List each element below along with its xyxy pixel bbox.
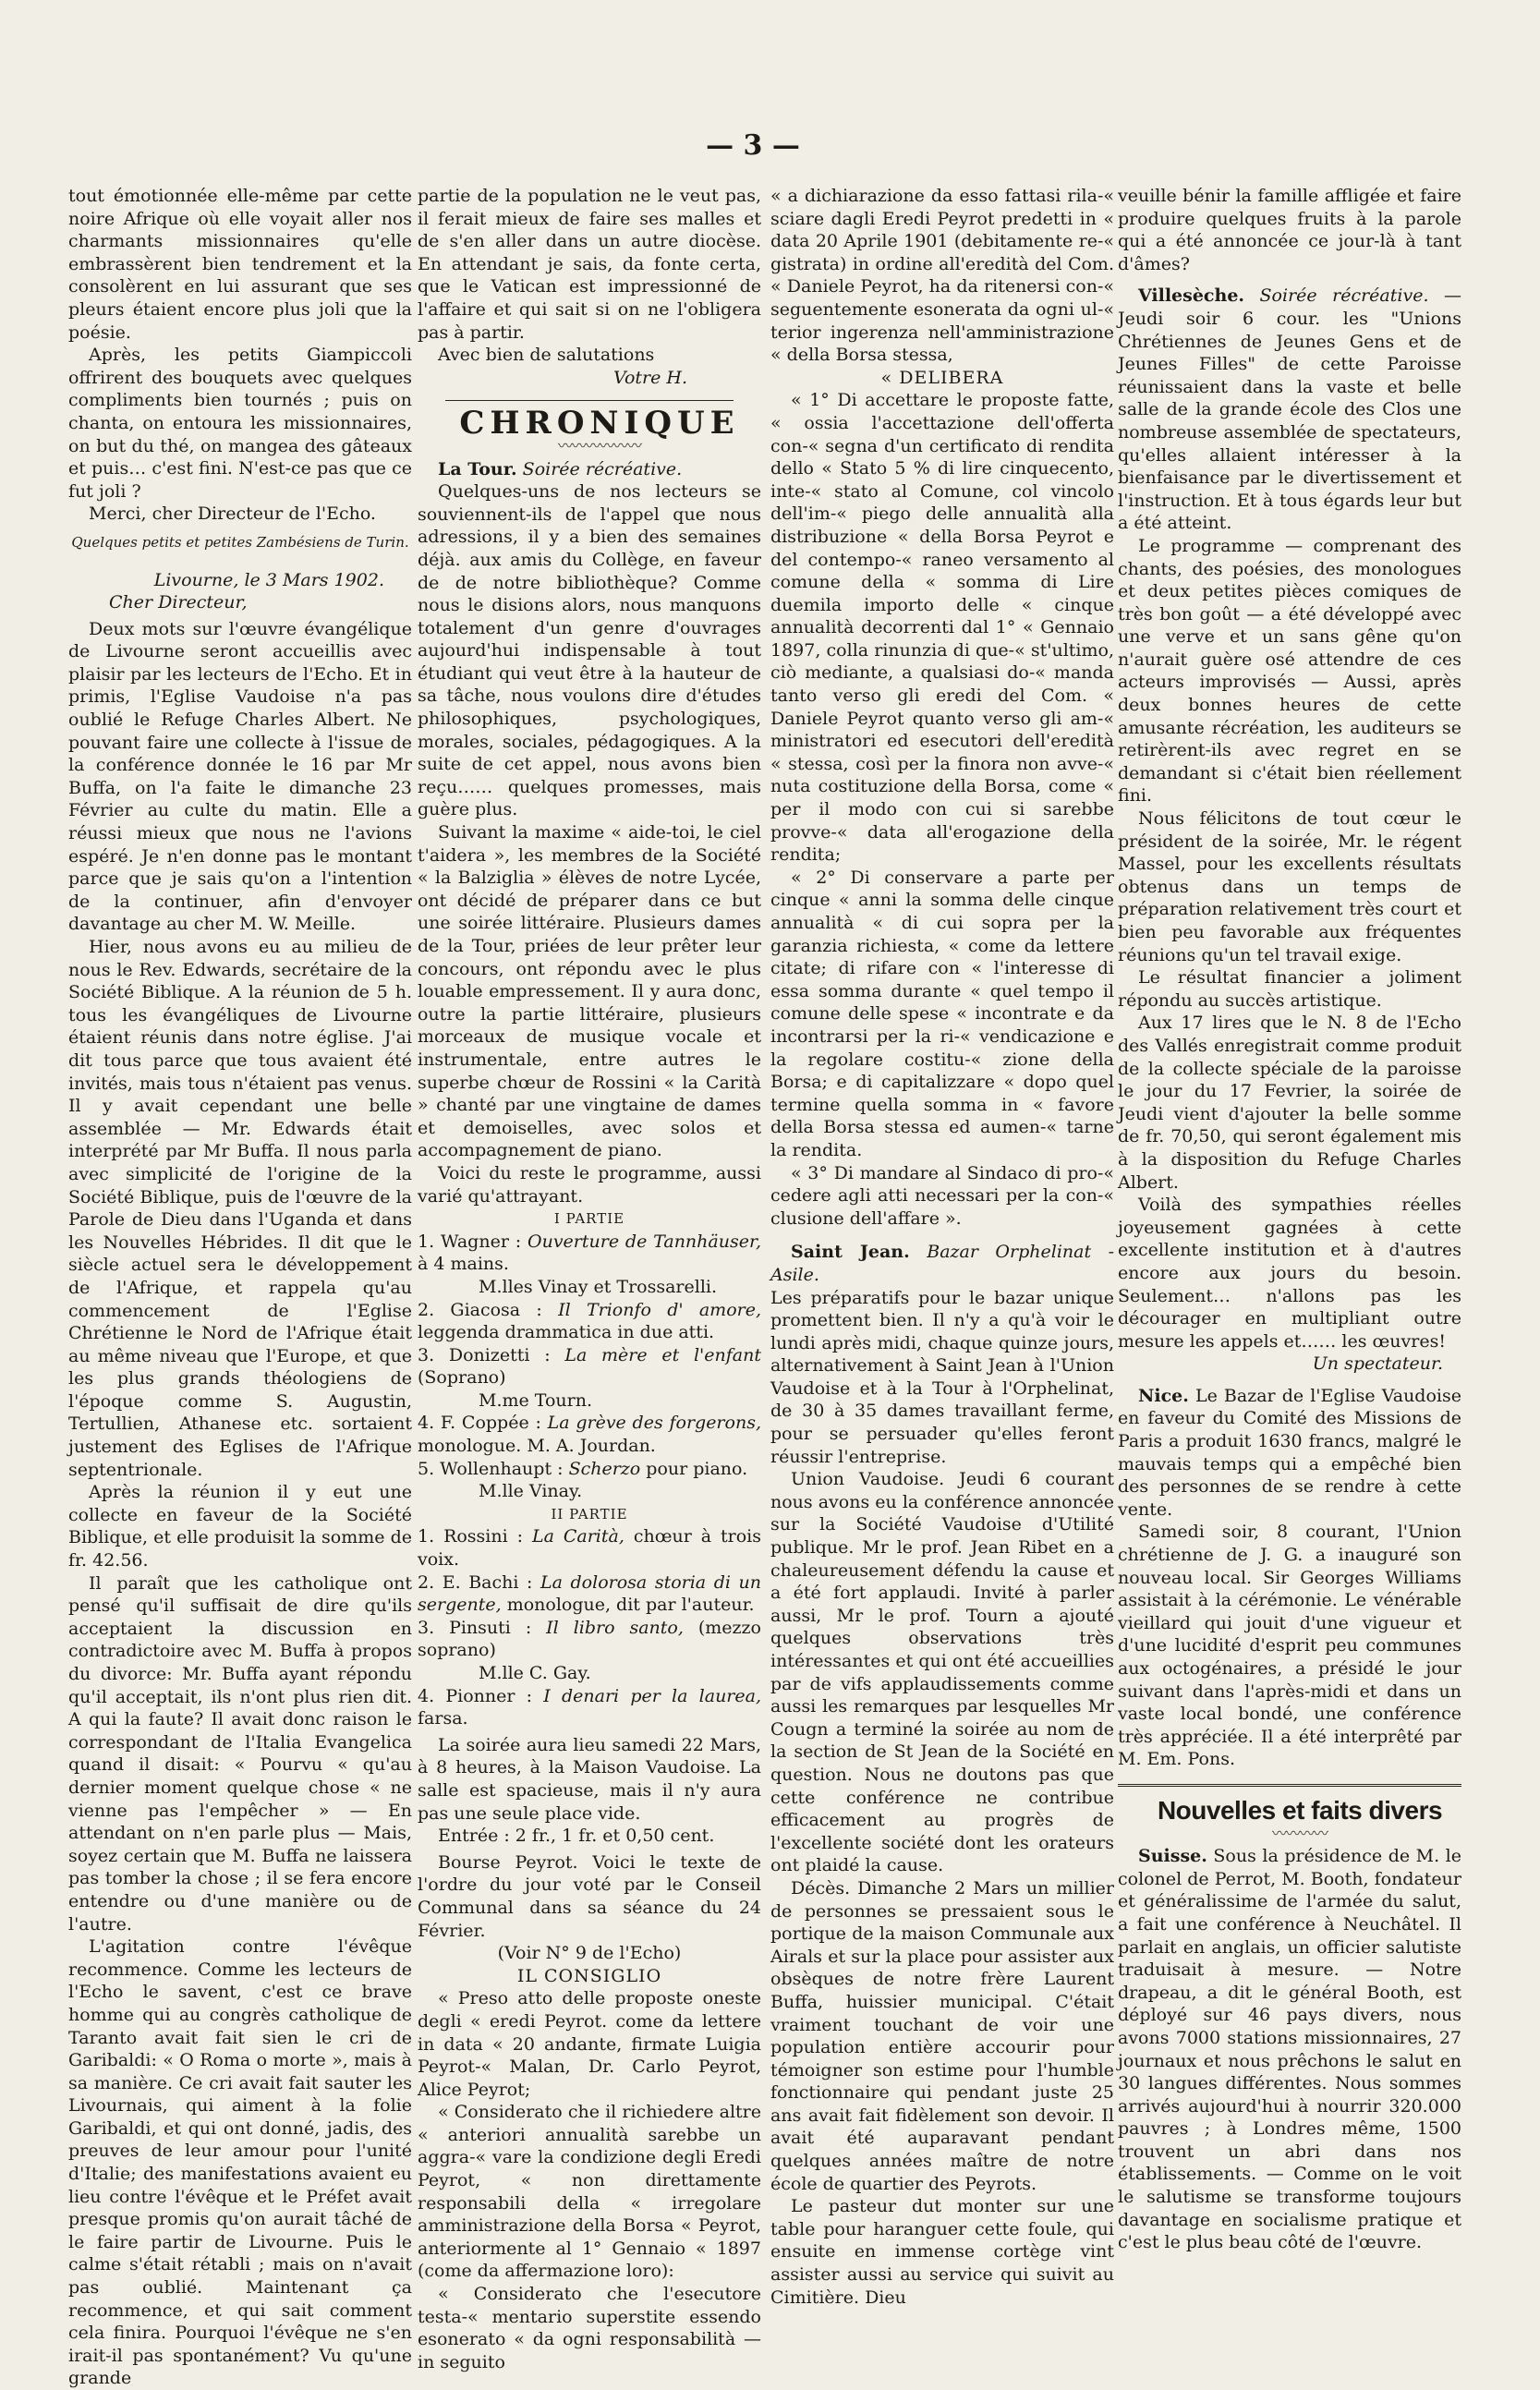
place-heading: Nice.: [1138, 1385, 1189, 1406]
paragraph: Voilà des sympathies réelles joyeusement gagnées à cette excellente institution et à d'autres encore aux jours du besoin. Seulement… n'allons pas les décourager en multipliant outre mesure les appels et…… les œuvres!: [1118, 1195, 1461, 1352]
paragraph-header: [770, 1241, 1114, 1286]
program-detail: monologue, dit par l'auteur.: [506, 1595, 755, 1616]
paragraph: Hier, nous avons eu au milieu de nous le Rev. Edwards, secrétaire de la Société Biblique. A la réunion de 5 h. tous les évangéliques de Livourne étaient réunis dans notre église. J'ai dit tous parce que tous avaient été invités, mais tous n'étaient pas venus. Il y avait cependant une belle assemblée — Mr. Edwards était interprété par Mr Buffa. Il nous parla avec simplicité de l'origine de la Société Biblique, puis de l'œuvre de la Parole de Dieu dans l'Uganda et dans les Nouvelles Hébrides. Il dit que le siècle actuel sera le développement de l'Afrique, et rappela qu'au commencement de l'Eglise Chrétienne le Nord de l'Afrique était au même niveau que l'Europe, et que les plus grands théologiens de l'époque comme S. Augustin, Tertullien, Athanese etc. sortaient justement des Eglises de l'Afrique septentrionale.: [68, 937, 412, 1480]
section-title-nouvelles: Nouvelles et faits divers: [1157, 1795, 1443, 1825]
program-composer: 4. F. Coppée :: [418, 1413, 548, 1434]
place-heading: Saint Jean.: [791, 1242, 910, 1263]
paragraph: Bourse Peyrot. Voici le texte de l'ordre du jour voté par le Conseil Communal dans sa séance du 24 Février.: [418, 1851, 761, 1941]
program-title: La Carità,: [531, 1526, 634, 1547]
place-heading: Villesèche.: [1138, 285, 1245, 307]
program-part-heading: II PARTIE: [551, 1505, 628, 1523]
dateline: Livourne, le 3 Mars 1902.: [153, 569, 384, 590]
program-item: [418, 1344, 761, 1413]
subheading: Soirée récréative.: [522, 458, 683, 479]
title-ornament: 〰〰〰〰: [1271, 1824, 1328, 1842]
section-rule: [1118, 1784, 1461, 1787]
paragraph: tout émotionnée elle-même par cette noire Afrique où elle voyait aller nos charmants missionnaires qu'elle embrassèrent bien tendrement et la consolèrent en lui assurant que ses pleurs étaient encore plus joli que la poésie.: [68, 186, 412, 343]
program-composer: 2. E. Bachi :: [418, 1571, 540, 1593]
paragraph: Le résultat financier a joliment répondu au succès artistique.: [1118, 967, 1461, 1011]
column-1: [68, 185, 412, 2390]
program-title: I denari per la laurea,: [543, 1685, 762, 1706]
program-title: Scherzo: [568, 1458, 647, 1479]
paragraph-header: [418, 458, 761, 481]
signature: Un spectateur.: [1312, 1353, 1443, 1375]
paragraph: partie de la population ne le veut pas, il ferait mieux de faire ses malles et de s'en aller dans un autre diocèse. En attendant je sais, da fonte certa, que le Vatican est impressionné de l'affaire et qui sait si on ne l'obligera pas à partir.: [418, 186, 761, 343]
program-detail: pour piano.: [646, 1458, 748, 1479]
program-item: [418, 1571, 761, 1617]
reference: (Voir N° 9 de l'Echo): [497, 1943, 682, 1964]
paragraph: Nous félicitons de tout cœur le président de la soirée, Mr. le régent Massel, pour les excellents résultats obtenus dans un temps de préparation relativement très court et bien peu favorable aux fréquentes réunions qu'un tel travail exige.: [1118, 808, 1461, 965]
program-detail: monologue. M. A. Jourdan.: [418, 1436, 656, 1457]
signature: Quelques petits et petites Zambésiens de Turin.: [71, 533, 409, 551]
paragraph-text: — Jeudi soir 6 cour. les "Unions Chrétiennes de Jeunes Gens et de Jeunes Filles" de cette Paroisse réunissaient dans la vaste et belle salle de la grande école des Clos une nombreuse assemblée de spectateurs, qu'elles allaient intéresser à la bienfaisance par le divertissement et l'instruction. Et à tous égards leur but a été atteint.: [1118, 285, 1461, 534]
paragraph: Voici du reste le programme, aussi varié qu'attrayant.: [418, 1162, 761, 1207]
paragraph: Les préparatifs pour le bazar unique promettent bien. Il n'y a qu'à voir le lundi après midi, chaque quinze jours, alternativement à Saint Jean à l'Union Vaudoise et à la Tour à l'Orphelinat, de 30 à 35 dames travaillant ferme, pour se persuader qu'elles feront réussir l'entreprise.: [770, 1287, 1114, 1467]
program-performer: M.lle Vinay.: [479, 1481, 583, 1502]
program-detail: à 4 mains.: [418, 1254, 509, 1275]
program-performer: M.lles Vinay et Trossarelli.: [479, 1276, 718, 1297]
program-performer: M.lle C. Gay.: [479, 1663, 591, 1683]
program-title: Il Trionfo d' amore,: [558, 1299, 762, 1320]
program-title: La dolorosa storia di un sergente,: [418, 1571, 761, 1616]
program-list-1: [418, 1231, 761, 1503]
program-title: Ouverture de Tannhäuser,: [527, 1231, 761, 1252]
paragraph: Décès. Dimanche 2 Mars un millier de personnes se pressaient sous le portique de la maison Communale aux Airals et sur la place pour assister aux obsèques de notre frère Laurent Buffa, huissier municipal. C'était vraiment touchant de voir une population entière accourir pour témoigner son estime pour l'humble fonctionnaire qui pendant juste 25 ans avait fait fidèlement son devoir. Il avait été auparavant pendant quelques années maître de notre école de quartier des Peyrots.: [770, 1877, 1114, 2194]
program-composer: 1. Rossini :: [418, 1526, 532, 1547]
paragraph: La soirée aura lieu samedi 22 Mars, à 8 heures, à la Maison Vaudoise. La salle est spacieuse, mais il n'y aura pas une seule place vide.: [418, 1734, 761, 1824]
paragraph: veuille bénir la famille affligée et faire produire quelques fruits à la parole qui a été annoncée ce jour-là à tant d'âmes?: [1118, 186, 1461, 274]
paragraph: Quelques-uns de nos lecteurs se souviennent-ils de l'appel que nous adressions, il y a bien des semaines déjà. aux amis du Collège, en faveur de de notre bibliothèque? Comme nous le disions alors, nous manquons totalement d'un genre d'ouvrages aujourd'hui indispensable à tout étudiant qui veut être à la hauteur de sa tâche, nous voulons dire d'études philosophiques, psychologiques, morales, sociales, pédagogiques. A la suite de cet appel, nous avons bien reçu…… quelques promesses, mais guère plus.: [418, 481, 761, 820]
title-ornament: 〰〰〰〰〰〰: [557, 436, 641, 455]
program-part-heading: I PARTIE: [553, 1210, 625, 1228]
program-composer: 3. Donizetti :: [418, 1344, 565, 1365]
subheading: « DELIBERA: [880, 367, 1004, 388]
program-item: [418, 1617, 761, 1685]
paragraph-header: [1118, 1845, 1461, 2254]
program-detail: (mezzo soprano): [418, 1617, 761, 1661]
place-heading: La Tour.: [438, 458, 517, 479]
program-composer: 3. Pinsuti :: [418, 1617, 547, 1638]
paragraph-header: [1118, 285, 1461, 535]
program-detail: chœur à trois voix.: [418, 1526, 761, 1571]
paragraph: Il paraît que les catholique ont pensé qu'il suffisait de dire qu'ils acceptaient la discussion en contradictoire avec M. Buffa à propos du divorce: Mr. Buffa ayant répondu qu'il acceptait, ils n'ont plus rien dit. A qui la faute? Il avait donc raison le correspondant de l'Italia Evangelica quand il disait: « Pourvu « qu'au dernier moment quelque chose « ne vienne pas l'empêcher » — En attendant on n'en parle plus — Mais, soyez certain que M. Buffa ne laissera pas tomber la chose ; il se fera encore entendre ou d'une manière ou de l'autre.: [68, 1572, 412, 1935]
paragraph-text: Le Bazar de l'Eglise Vaudoise en faveur du Comité des Missions de Paris a produit 1630 francs, malgré le mauvais temps qui a empêché bien des personnes de se rendre à cette vente.: [1118, 1385, 1461, 1520]
quote-paragraph: « 1° Di accettare le proposte fatte, « ossia l'accettazione dell'offerta con-« segna d'un certificato di rendita dello « Stato 5 % di lire cinquecento, inte-« stato al Comune, col vincolo dell'im-« piego delle annualità alla distribuzione « della Borsa Peyrot e del contempo-« raneo versamento al comune della « somma di Lire duemila importo delle « cinque annualità decorrenti dal 1° « Gennaio 1897, colla rinunzia di que-« st'ultimo, ciò mediante, a qualsiasi do-« manda tanto verso gli eredi del Com. « Daniele Peyrot quanto verso gli am-« ministratori ed esecutori dell'eredità « stessa, così per la finora non avve-« nuta costituzione della Borsa, come « per il modo con cui si sarebbe provve-« data all'erogazione della rendita;: [770, 390, 1114, 866]
program-item: [418, 1525, 761, 1571]
quote-paragraph: « a dichiarazione da esso fattasi rila-« sciare dagli Eredi Peyrot predetti in « data 20 Aprile 1901 (debitamente re-« gistrata) in ordine all'eredità del Com. « Daniele Peyrot, ha da ritenersi con-« seguentemente esonerata da ogni ul-« terior ingerenza nell'amministrazione « della Borsa stessa,: [770, 186, 1114, 366]
paragraph: Le pasteur dut monter sur une table pour haranguer cette foule, qui ensuite en immense cortège vint assister aussi au service qui suivit au Cimitière. Dieu: [770, 2196, 1114, 2308]
quote-paragraph: « 3° Di mandare al Sindaco di pro-« cedere agli atti necessari per la con-« clusione dell'affare ».: [770, 1162, 1114, 1229]
program-item: [418, 1412, 761, 1457]
subheading: Bazar Orphelinat - Asile.: [770, 1242, 1114, 1285]
place-heading: Suisse.: [1138, 1846, 1207, 1867]
program-composer: 4. Pionner :: [418, 1685, 544, 1706]
program-item: [418, 1231, 761, 1299]
column-2: [418, 185, 761, 2373]
paragraph: Merci, cher Directeur de l'Echo.: [89, 503, 376, 525]
program-composer: 1. Wagner :: [418, 1231, 527, 1252]
quote-paragraph: « Considerato che il richiedere altre « anteriori annualità sarebbe un aggra-« vare la condizione degli Eredi Peyrot, « non direttamente responsabili della « irregolare amministrazione della Borsa « Peyrot, anteriormente al 1° Gennaio « 1897 (come da affermazione loro):: [418, 2102, 761, 2282]
paragraph: Après la réunion il y eut une collecte en faveur de la Société Biblique, et elle produisit la somme de fr. 42.56.: [68, 1482, 412, 1571]
section-rule: [445, 400, 734, 401]
program-performer: M.me Tourn.: [479, 1389, 593, 1411]
paragraph: Suivant la maxime « aide-toi, le ciel t'aidera », les membres de la Société « la Balziglia » élèves de notre Lycée, ont décidé de préparer dans ce but une soirée littéraire. Plusieurs dames de la Tour, priées de leur prêter leur concours, ont répondu avec le plus louable empressement. Il y aura donc, outre la partie littéraire, plusieurs morceaux de musique vocale et instrumentale, entre autres le superbe chœur de Rossini « la Carità » chanté par une vingtaine de dames et demoiselles, avec solos et accompagnement de piano.: [418, 822, 761, 1161]
paragraph: Avec bien de salutations: [438, 345, 655, 366]
quote-paragraph: « 2° Di conservare a parte per cinque « anni la somma delle cinque annualità « di cui sopra per la garanzia richiesta, « come da lettere citate; di rifare con « l'interesse di essa somma durante « quel tempo il comune delle spese « incontrate e da incontrarsi per la ri-« vendicazione e la regolare costitu-« zione della Borsa; e di capitalizzare « dopo quel termine quella somma in « favore della Borsa stessa ed aumen-« tarne la rendita.: [770, 867, 1114, 1160]
quote-paragraph: « Preso atto delle proposte oneste degli « eredi Peyrot. come da lettere in data « 20 andante, firmate Luigia Peyrot-« Malan, Dr. Carlo Peyrot, Alice Peyrot;: [418, 1988, 761, 2100]
program-detail: farsa.: [418, 1708, 468, 1729]
subheading: Soirée récréative.: [1259, 285, 1429, 307]
program-list-2: [418, 1525, 761, 1729]
program-composer: 5. Wollenhaupt :: [418, 1458, 569, 1479]
paragraph: Samedi soir, 8 courant, l'Union chrétienne de J. G. a inauguré son nouveau local. Sir Georges Williams assistait à la cérémonie. Le vénérable vieillard qui jouit d'une vigueur et d'une lucidité d'esprit peu communes aux octogénaires, a présidé le jour suivant dans l'après-midi et dans un vaste local bondé, une conférence très appréciée. Il a été interprêté par M. Em. Pons.: [1118, 1522, 1461, 1770]
program-item: [418, 1458, 761, 1503]
column-4: [1118, 185, 1461, 2254]
program-detail: leggenda drammatica in due atti.: [418, 1322, 715, 1343]
paragraph-header: [1118, 1385, 1461, 1522]
program-item: [418, 1299, 761, 1344]
program-title: Il libro santo,: [546, 1617, 698, 1638]
quote-paragraph: « Considerato che l'esecutore testa-« mentario superstite essendo esonerato « da ogni responsabilità — in seguito: [418, 2284, 761, 2372]
paragraph: L'agitation contre l'évêque recommence. Comme les lecteurs de l'Echo le savent, c'est ce brave homme qui au congrès catholique de Taranto avait fait sien le cri de Garibaldi: « O Roma o morte », mais à sa manière. Ce cri avait fait sauter les Livournais, qui aiment à la folie Garibaldi, et qui ont donné, jadis, des preuves de leur amour pour l'unité d'Italie; des manifestations avaient eu lieu contre l'évêque et le Préfet avait presque promis qu'on aurait tâché de le faire partir de Livourne. Puis le calme s'était rétabli ; mais on n'avait pas oublié. Maintenant ça recommence, et qui sait comment cela finira. Pourquoi l'évêque ne s'en irait-il pas spontanément? Vu qu'une grande: [68, 1936, 412, 2389]
program-item: [418, 1685, 761, 1730]
paragraph: Le programme — comprenant des chants, des poésies, des monologues et deux petites pièces comiques de très bon goût — a été développé avec une verve et un sans gêne qu'on n'aurait guère osé attendre de ces acteurs improvisés — Aussi, après deux bonnes heures de cette amusante récréation, les auditeurs se retirèrent-ils avec regret en se demandant si c'était bien réellement fini.: [1118, 535, 1461, 807]
program-title: La grève des forgerons,: [547, 1413, 761, 1434]
subheading: IL CONSIGLIO: [516, 1965, 662, 1986]
program-composer: 2. Giacosa :: [418, 1299, 559, 1320]
page-number: — 3 —: [706, 129, 800, 162]
paragraph: Aux 17 lires que le N. 8 de l'Echo des Vallés enregistrait comme produit de la collecte spéciale de la paroisse le jour du 17 Fevrier, la soirée de Jeudi vient d'ajouter la belle somme de fr. 70,50, qui seront également mis à la disposition du Refuge Charles Albert.: [1118, 1013, 1461, 1193]
column-3: [770, 185, 1114, 2309]
program-detail: (Soprano): [418, 1367, 506, 1389]
paragraph: Entrée : 2 fr., 1 fr. et 0,50 cent.: [438, 1826, 715, 1847]
paragraph: Deux mots sur l'œuvre évangélique de Livourne seront accueillis avec plaisir par les lecteurs de l'Echo. Et in primis, l'Eglise Vaudoise n'a pas oublié le Refuge Charles Albert. Ne pouvant faire une collecte à l'issue de la conférence donnée le 16 par Mr Buffa, on l'a faite le dimanche 23 Février au culte du matin. Elle a réussi mieux que nous ne l'avions espéré. Je n'en donne pas le montant parce que je sais qu'on a l'intention de la continuer, afin d'envoyer davantage au cher M. W. Meille.: [68, 618, 412, 935]
paragraph: Union Vaudoise. Jeudi 6 courant nous avons eu la conférence annoncée sur la Société Vaudoise d'Utilité publique. Mr le prof. Jean Ribet en a chaleureusement défendu la cause et a été fort applaudi. Invité à parler aussi, Mr le prof. Tourn a ajouté quelques observations très intéressantes et qui ont été accueillies par de vifs applaudissements comme aussi les remarques par lesquelles Mr Cougn a terminé la soirée au nom de la section de St Jean de la Société en question. Nous ne doutons pas que cette conférence ne contribue efficacement au progrès de l'excellente société dont les orateurs ont plaidé la cause.: [770, 1469, 1114, 1876]
paragraph: Après, les petits Giampiccoli offrirent des bouquets avec quelques compliments bien tournés ; puis on chanta, on entoura les missionnaires, on but du thé, on mangea des gâteaux et puis… c'est fini. N'est-ce pas que ce fut joli ?: [68, 345, 412, 502]
program-title: La mère et l'enfant: [564, 1344, 761, 1365]
signature: Votre H.: [612, 367, 687, 388]
section-title-chronique: CHRONIQUE: [459, 405, 740, 443]
paragraph-text: Sous la présidence de M. le colonel de Perrot, M. Booth, fondateur et généralissime de l'armée du salut, a fait une conférence à Neuchâtel. Il parlait en anglais, un officier salutiste traduisait à mesure. — Notre drapeau, a dit le général Booth, est déployé sur 46 pays divers, nous avons 7000 stations missionnaires, 27 journaux et nous prêchons le salut en 30 langues différentes. Nous sommes arrivés aujourd'hui à nourrir 320.000 pauvres ; à Londres même, 1500 trouvent un abri dans nos établissements. — Comme on le voit le salutisme se transforme toujours davantage en socialisme pratique et c'est le plus beau côté de l'œuvre.: [1118, 1846, 1461, 2253]
salutation: Cher Directeur,: [109, 592, 248, 613]
